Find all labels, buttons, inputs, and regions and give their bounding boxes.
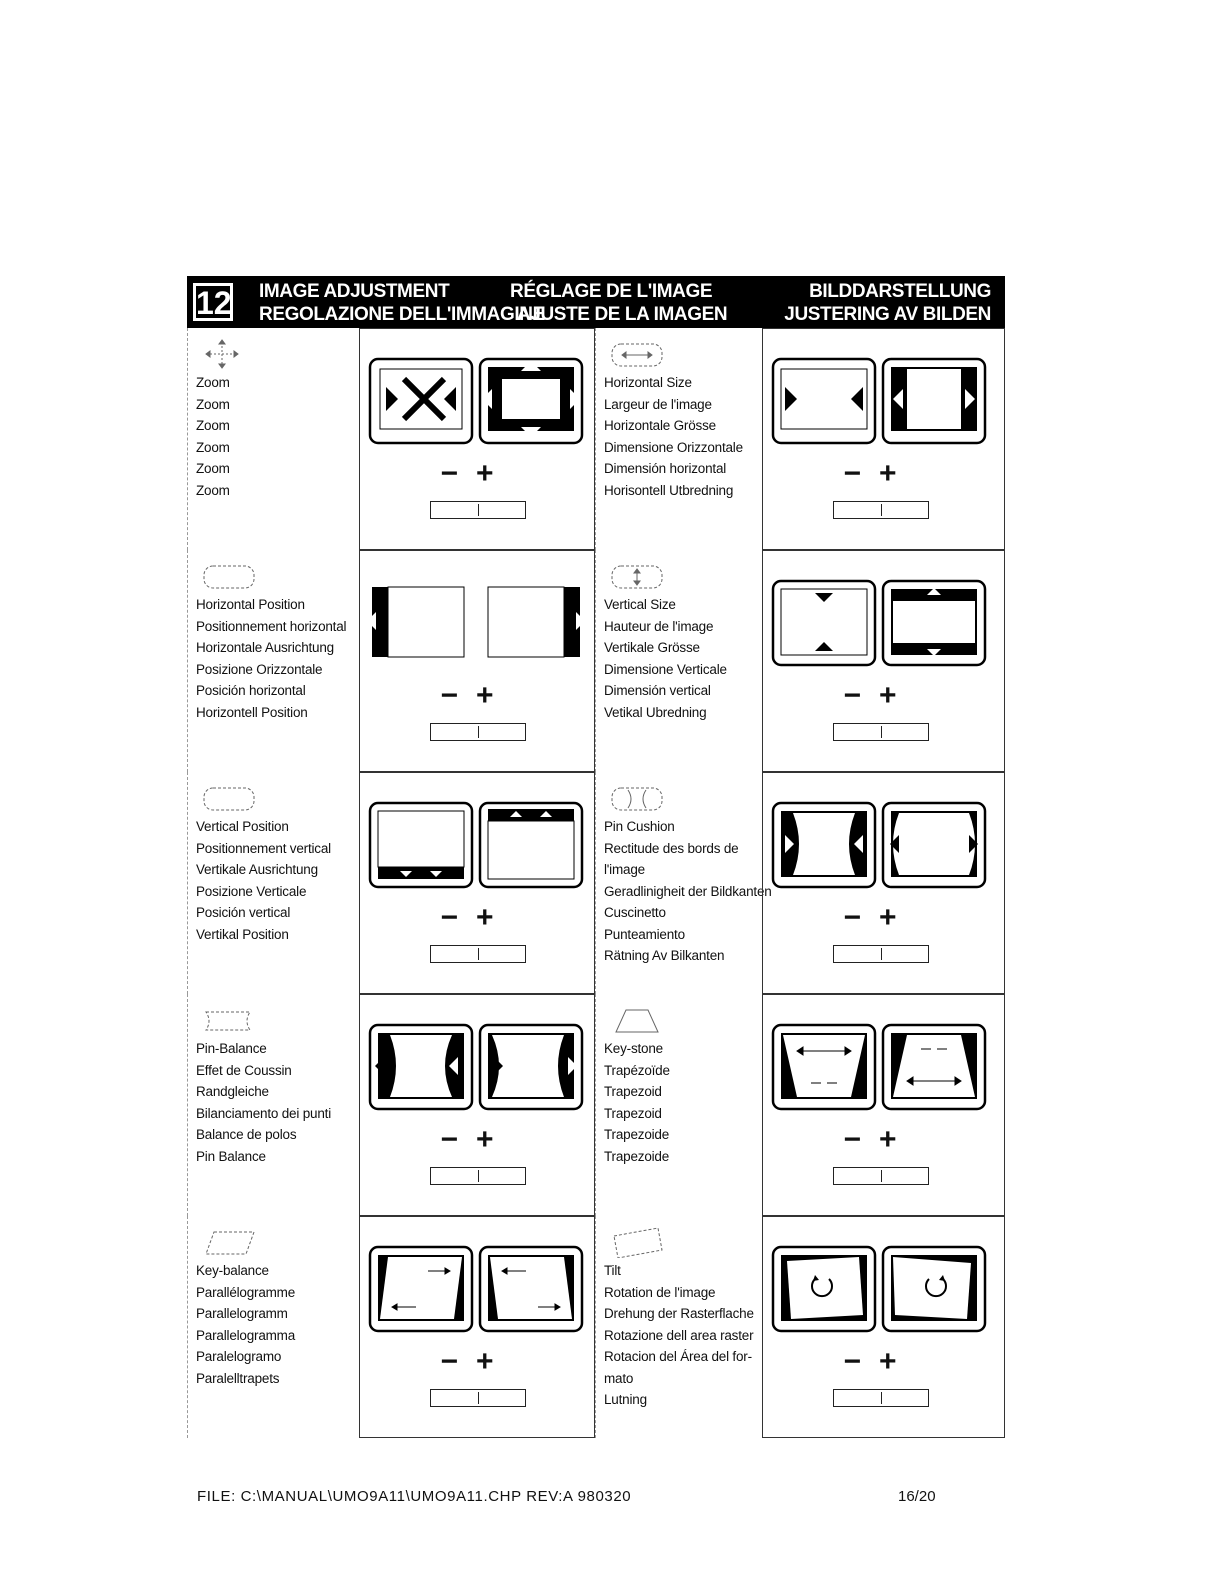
adjustment-bar [833, 945, 929, 963]
monitor-diagram-before [771, 1245, 877, 1333]
monitor-diagram-before [368, 1245, 474, 1333]
control-name: Vertical Size [604, 597, 676, 612]
control-figure-cell [762, 328, 1005, 550]
minus-plus-keys [763, 1347, 995, 1377]
control-name: mato [604, 1370, 634, 1386]
bar-center-mark [478, 1170, 479, 1182]
control-name: Largeur de l'image [604, 396, 712, 412]
control-name: Trapezoid [604, 1084, 662, 1099]
title-es: AJUSTE DE LA IMAGEN [517, 304, 728, 325]
minus-key: − [843, 901, 879, 934]
footer-file-path: FILE: C:\MANUAL\UMO9A11\UMO9A11.CHP REV:A 980320 [197, 1488, 632, 1505]
control-name: Lutning [604, 1392, 647, 1407]
control-name: Rotacion del Área del for- [604, 1349, 752, 1364]
control-name-list [196, 372, 230, 501]
control-name: Rectitude des bords de [604, 840, 739, 856]
control-name: Key-balance [196, 1263, 269, 1278]
control-name: Horisontell Utbredning [604, 482, 734, 498]
plus-key: + [879, 1123, 915, 1156]
control-label-cell [595, 1216, 762, 1438]
control-name: Punteamiento [604, 926, 685, 942]
adjustment-grid [187, 328, 1005, 1438]
plus-key: + [879, 457, 915, 490]
control-name: Vertical Position [196, 819, 289, 834]
control-name: Pin Cushion [604, 819, 675, 834]
section-number: 12 [193, 283, 233, 321]
monitor-diagram-after [478, 1245, 584, 1333]
minus-key: − [440, 1123, 476, 1156]
horizontal-size-icon [606, 338, 676, 375]
adjustment-bar [833, 1167, 929, 1185]
plus-key: + [879, 679, 915, 712]
control-name: Dimensión vertical [604, 683, 711, 698]
control-name: Positionnement vertical [196, 840, 331, 856]
title-en: IMAGE ADJUSTMENT [259, 281, 450, 302]
control-name: Pin-Balance [196, 1041, 267, 1056]
control-name: Positionnement horizontal [196, 618, 347, 634]
control-name: Vetikal Ubredning [604, 704, 707, 720]
control-name-list [196, 816, 331, 945]
adjustment-row [187, 550, 1005, 772]
control-name: Trapezoide [604, 1148, 670, 1164]
control-name-list [604, 594, 727, 723]
control-name: Posizione Orizzontale [196, 661, 323, 677]
minus-plus-keys [360, 459, 592, 489]
control-name: Rotation de l'image [604, 1284, 716, 1300]
zoom-icon [198, 338, 268, 375]
control-figure-cell [359, 1216, 595, 1438]
monitor-diagram-after [478, 579, 584, 667]
control-name: Drehung der Rasterflache [604, 1306, 754, 1321]
control-label-cell [187, 1216, 359, 1438]
control-name-list [604, 1260, 754, 1411]
control-name: Zoom [196, 482, 230, 498]
bar-center-mark [478, 726, 479, 738]
control-name: l'image [604, 862, 645, 877]
title-fr: RÉGLAGE DE L'IMAGE [510, 281, 713, 302]
bar-center-mark [478, 948, 479, 960]
monitor-diagram-after [478, 801, 584, 889]
adjustment-row [187, 994, 1005, 1216]
control-name: Dimensione Orizzontale [604, 439, 743, 455]
pin-balance-icon [198, 1004, 268, 1041]
bar-center-mark [881, 504, 882, 516]
control-name: Paralelltrapets [196, 1370, 280, 1386]
horizontal-position-icon [198, 560, 268, 597]
minus-key: − [440, 1345, 476, 1378]
monitor-diagram-after [478, 357, 584, 445]
monitor-diagram-after [881, 357, 987, 445]
monitor-diagram-before [771, 579, 877, 667]
control-name: Balance de polos [196, 1127, 297, 1142]
title-de: BILDDARSTELLUNG [809, 281, 991, 302]
plus-key: + [476, 901, 512, 934]
control-figure-cell [359, 328, 595, 550]
control-name: Trapezoide [604, 1127, 670, 1142]
control-name: Horizontale Grösse [604, 418, 716, 433]
monitor-diagram-before [368, 1023, 474, 1111]
adjustment-bar [430, 723, 526, 741]
control-name: Zoom [196, 461, 230, 476]
bar-center-mark [881, 1392, 882, 1404]
control-name: Vertikale Grösse [604, 640, 700, 655]
monitor-diagram-after [881, 579, 987, 667]
control-figure-cell [359, 994, 595, 1216]
adjustment-bar [833, 1389, 929, 1407]
plus-key: + [476, 457, 512, 490]
pin-cushion-icon [606, 782, 676, 819]
monitor-diagram-before [771, 357, 877, 445]
monitor-diagram-after [881, 1023, 987, 1111]
control-name: Horizontale Ausrichtung [196, 640, 334, 655]
control-name: Dimensión horizontal [604, 461, 727, 476]
control-label-cell [187, 772, 359, 994]
bar-center-mark [478, 1392, 479, 1404]
control-name: Trapezoid [604, 1105, 662, 1121]
control-name: Horizontal Size [604, 375, 692, 390]
adjustment-bar [430, 501, 526, 519]
plus-key: + [476, 1123, 512, 1156]
bar-center-mark [881, 1170, 882, 1182]
adjustment-row [187, 1216, 1005, 1438]
adjustment-bar [833, 723, 929, 741]
control-name: Parallelogramm [196, 1306, 288, 1321]
monitor-diagram-before [368, 357, 474, 445]
minus-plus-keys [360, 1125, 592, 1155]
tilt-icon [606, 1226, 676, 1263]
adjustment-bar [833, 501, 929, 519]
plus-key: + [476, 679, 512, 712]
control-figure-cell [359, 772, 595, 994]
title-sv: JUSTERING AV BILDEN [784, 304, 991, 325]
control-name-list [196, 1038, 331, 1167]
minus-plus-keys [763, 459, 995, 489]
control-name: Pin Balance [196, 1148, 266, 1164]
control-label-cell [595, 550, 762, 772]
plus-key: + [879, 1345, 915, 1378]
minus-plus-keys [360, 1347, 592, 1377]
control-name: Key-stone [604, 1041, 663, 1056]
control-name: Hauteur de l'image [604, 618, 714, 634]
control-name: Posición vertical [196, 905, 291, 920]
control-name: Zoom [196, 439, 230, 455]
minus-key: − [440, 457, 476, 490]
control-name-list [196, 1260, 295, 1389]
control-name: Effet de Coussin [196, 1062, 292, 1078]
footer-page-number: 16/20 [898, 1488, 936, 1505]
adjustment-row [187, 328, 1005, 550]
monitor-diagram-before [771, 1023, 877, 1111]
control-name: Dimensione Verticale [604, 661, 727, 677]
monitor-diagram-after [881, 801, 987, 889]
minus-key: − [843, 457, 879, 490]
control-label-cell [187, 328, 359, 550]
control-figure-cell [762, 994, 1005, 1216]
control-name: Zoom [196, 418, 230, 433]
bar-center-mark [881, 948, 882, 960]
control-label-cell [187, 994, 359, 1216]
control-name: Bilanciamento dei punti [196, 1105, 331, 1121]
control-name: Horizontal Position [196, 597, 305, 612]
plus-key: + [476, 1345, 512, 1378]
control-name-list [196, 594, 346, 723]
control-figure-cell [762, 772, 1005, 994]
control-label-cell [595, 328, 762, 550]
section-header [187, 276, 1005, 328]
bar-center-mark [881, 726, 882, 738]
plus-key: + [879, 901, 915, 934]
control-figure-cell [762, 550, 1005, 772]
control-name: Geradlinigheit der Bildkanten [604, 883, 772, 899]
control-name: Zoom [196, 375, 230, 390]
control-name: Zoom [196, 396, 230, 412]
control-figure-cell [359, 550, 595, 772]
control-name: Vertikale Ausrichtung [196, 862, 318, 877]
adjustment-bar [430, 945, 526, 963]
control-name: Vertikal Position [196, 926, 289, 942]
adjustment-row [187, 772, 1005, 994]
minus-key: − [843, 1123, 879, 1156]
minus-key: − [440, 901, 476, 934]
monitor-diagram-after [881, 1245, 987, 1333]
control-name: Cuscinetto [604, 905, 666, 920]
control-name: Randgleiche [196, 1084, 269, 1099]
control-name: Rotazione dell area raster [604, 1327, 754, 1343]
control-name: Trapézoïde [604, 1062, 670, 1078]
minus-plus-keys [763, 1125, 995, 1155]
title-it: REGOLAZIONE DELL'IMMAGINE [259, 304, 545, 325]
adjustment-bar [430, 1167, 526, 1185]
control-name: Parallélogramme [196, 1284, 296, 1300]
control-name-list [604, 372, 743, 501]
control-figure-cell [762, 1216, 1005, 1438]
control-name: Rätning Av Bilkanten [604, 948, 725, 963]
minus-key: − [440, 679, 476, 712]
monitor-diagram-before [771, 801, 877, 889]
monitor-diagram-after [478, 1023, 584, 1111]
control-name-list [604, 1038, 670, 1167]
control-name: Posición horizontal [196, 683, 306, 698]
minus-plus-keys [763, 903, 995, 933]
bar-center-mark [478, 504, 479, 516]
control-name: Horizontell Position [196, 704, 308, 720]
control-name-list [604, 816, 772, 967]
vertical-size-icon [606, 560, 676, 597]
minus-plus-keys [360, 903, 592, 933]
control-name: Paralelogramo [196, 1349, 282, 1364]
control-name: Tilt [604, 1263, 621, 1278]
key-balance-icon [198, 1226, 268, 1263]
adjustment-bar [430, 1389, 526, 1407]
minus-plus-keys [360, 681, 592, 711]
monitor-diagram-before [368, 579, 474, 667]
minus-key: − [843, 679, 879, 712]
control-name: Parallelogramma [196, 1327, 296, 1343]
minus-plus-keys [763, 681, 995, 711]
vertical-position-icon [198, 782, 268, 819]
control-label-cell [595, 772, 772, 994]
control-label-cell [187, 550, 359, 772]
monitor-diagram-before [368, 801, 474, 889]
keystone-icon [606, 1004, 676, 1041]
control-name: Posizione Verticale [196, 883, 307, 899]
minus-key: − [843, 1345, 879, 1378]
control-label-cell [595, 994, 762, 1216]
